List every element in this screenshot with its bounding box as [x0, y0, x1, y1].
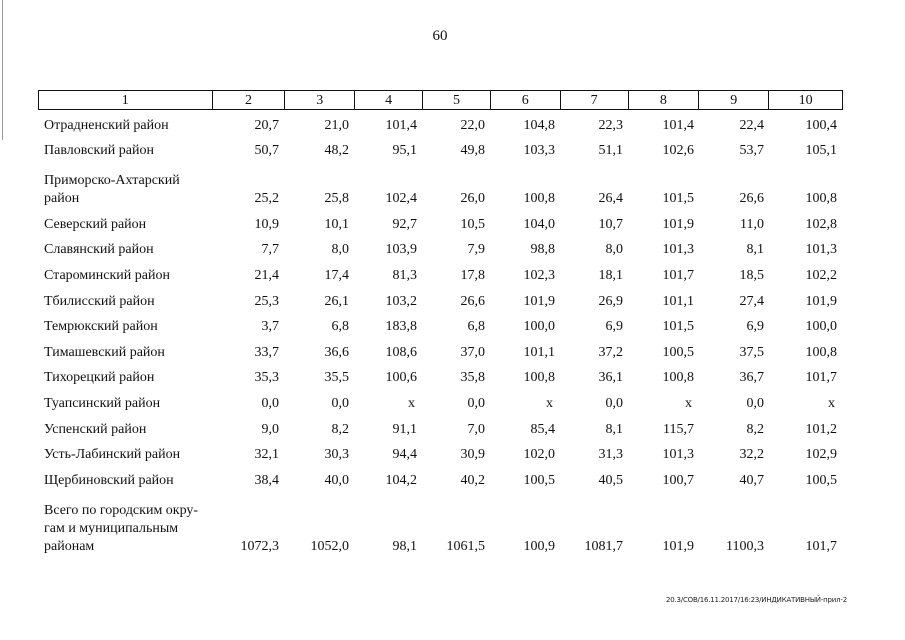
table-row: [38, 138, 843, 164]
row-value: 100,5: [523, 472, 555, 488]
row-value: x: [546, 395, 553, 411]
row-value: 101,3: [662, 447, 694, 463]
row-value: 102,3: [523, 267, 555, 283]
row-value: 49,8: [460, 143, 485, 159]
row-label: Тимашевский район: [44, 344, 165, 360]
row-value: 18,5: [739, 267, 764, 283]
row-value: 7,7: [261, 242, 279, 258]
row-value: 22,0: [460, 117, 485, 133]
row-value: 26,1: [324, 293, 349, 309]
row-value: 98,8: [530, 242, 555, 258]
row-value: 100,9: [523, 538, 555, 554]
row-value: 17,8: [460, 267, 485, 283]
row-value: 1081,7: [584, 538, 623, 554]
row-value: 101,9: [523, 293, 555, 309]
row-value: 35,8: [460, 370, 485, 386]
row-value: 102,9: [805, 447, 837, 463]
row-value: 101,2: [805, 421, 837, 437]
row-label: Щербиновский район: [44, 472, 174, 488]
header-cell: 8: [629, 91, 700, 109]
header-cell: 4: [355, 91, 423, 109]
row-value: 102,2: [805, 267, 837, 283]
table-row: [38, 211, 843, 237]
data-table: [38, 112, 843, 559]
row-value: 22,3: [598, 117, 623, 133]
page-number: 60: [432, 28, 448, 44]
row-value: 104,2: [385, 472, 417, 488]
row-value: x: [408, 395, 415, 411]
row-value: 1052,0: [310, 538, 349, 554]
row-value: 100,5: [805, 472, 837, 488]
row-value: 26,6: [739, 191, 764, 207]
row-value: 17,4: [324, 267, 349, 283]
row-value: 7,9: [467, 242, 485, 258]
row-value: 104,8: [523, 117, 555, 133]
row-value: 100,5: [662, 344, 694, 360]
header-cell: 5: [423, 91, 491, 109]
row-value: 101,3: [805, 242, 837, 258]
row-value: 32,2: [739, 447, 764, 463]
row-value: 100,4: [805, 117, 837, 133]
row-value: 8,2: [331, 421, 349, 437]
row-label: Тбилисский район: [44, 293, 155, 309]
row-value: 0,0: [605, 395, 623, 411]
row-value: 32,1: [254, 447, 279, 463]
table-row: [38, 112, 843, 138]
row-value: 95,1: [392, 143, 417, 159]
row-value: 26,0: [460, 191, 485, 207]
row-value: x: [828, 395, 835, 411]
header-cell: 6: [491, 91, 561, 109]
row-value: 35,3: [254, 370, 279, 386]
row-value: 20,7: [254, 117, 279, 133]
row-value: 37,2: [598, 344, 623, 360]
row-value: 103,9: [385, 242, 417, 258]
margin-rule: [2, 0, 3, 140]
row-value: 85,4: [530, 421, 555, 437]
row-value: 100,8: [523, 191, 555, 207]
row-value: 0,0: [746, 395, 764, 411]
table-row: [38, 237, 843, 263]
row-value: 50,7: [254, 143, 279, 159]
row-value: 102,4: [385, 191, 417, 207]
row-value: 8,1: [746, 242, 764, 258]
row-label: Туапсинский район: [44, 395, 161, 411]
row-value: 183,8: [385, 319, 417, 335]
row-value: 103,3: [523, 143, 555, 159]
row-value: 33,7: [254, 344, 279, 360]
row-value: 40,2: [460, 472, 485, 488]
row-value: 102,8: [805, 216, 837, 232]
row-value: 27,4: [739, 293, 764, 309]
row-value: 38,4: [254, 472, 279, 488]
row-value: 26,6: [460, 293, 485, 309]
row-value: 35,5: [324, 370, 349, 386]
header-cell: 9: [699, 91, 769, 109]
row-label: Павловский район: [44, 143, 154, 159]
row-value: 100,8: [523, 370, 555, 386]
row-value: 115,7: [663, 421, 694, 437]
table-row: [38, 442, 843, 468]
table-row: [38, 314, 843, 340]
row-value: x: [685, 395, 692, 411]
row-value: 40,7: [739, 472, 764, 488]
row-label: Тихорецкий район: [44, 370, 155, 386]
row-value: 8,1: [605, 421, 623, 437]
row-value: 103,2: [385, 293, 417, 309]
row-label: Темрюкский район: [44, 319, 158, 335]
row-label: Староминский район: [44, 267, 170, 283]
row-value: 30,3: [324, 447, 349, 463]
row-value: 101,5: [662, 319, 694, 335]
row-value: 8,2: [746, 421, 764, 437]
row-value: 94,4: [392, 447, 417, 463]
row-value: 26,9: [598, 293, 623, 309]
row-value: 102,0: [523, 447, 555, 463]
table-row: [38, 416, 843, 442]
row-value: 108,6: [385, 344, 417, 360]
row-value: 105,1: [805, 143, 837, 159]
row-value: 1061,5: [446, 538, 485, 554]
row-value: 102,6: [662, 143, 694, 159]
row-value: 22,4: [739, 117, 764, 133]
row-value: 101,9: [662, 216, 694, 232]
row-value: 98,1: [392, 538, 417, 554]
row-value: 26,4: [598, 191, 623, 207]
row-value: 11,0: [740, 216, 764, 232]
header-cell: 1: [39, 91, 213, 109]
row-value: 37,0: [460, 344, 485, 360]
row-value: 30,9: [460, 447, 485, 463]
row-value: 53,7: [739, 143, 764, 159]
row-value: 101,9: [662, 538, 694, 554]
row-value: 101,1: [523, 344, 555, 360]
row-value: 81,3: [392, 267, 417, 283]
table-row: [38, 339, 843, 365]
row-value: 6,8: [467, 319, 485, 335]
row-value: 6,9: [605, 319, 623, 335]
table-row: [38, 390, 843, 416]
row-value: 25,8: [324, 191, 349, 207]
row-value: 101,5: [662, 191, 694, 207]
row-value: 100,8: [662, 370, 694, 386]
table-row: [38, 467, 843, 493]
row-value: 21,4: [254, 267, 279, 283]
table-header: [38, 90, 843, 110]
row-value: 31,3: [598, 447, 623, 463]
row-value: 1100,3: [726, 538, 764, 554]
row-value: 37,5: [739, 344, 764, 360]
header-cell: 3: [285, 91, 355, 109]
header-cell: 2: [213, 91, 286, 109]
row-value: 100,6: [385, 370, 417, 386]
row-label: Северский район: [44, 216, 147, 232]
row-value: 101,4: [662, 117, 694, 133]
row-value: 100,8: [805, 191, 837, 207]
row-label: Усть-Лабинский район: [44, 447, 181, 463]
row-label: Приморско-Ахтарский район: [44, 173, 180, 207]
row-label: Отрадненский район: [44, 117, 169, 133]
row-value: 10,1: [324, 216, 349, 232]
row-value: 100,7: [662, 472, 694, 488]
row-value: 40,0: [324, 472, 349, 488]
row-value: 101,1: [662, 293, 694, 309]
row-value: 10,5: [460, 216, 485, 232]
table-row: [38, 365, 843, 391]
row-value: 48,2: [324, 143, 349, 159]
row-value: 3,7: [261, 319, 279, 335]
table-row: [38, 262, 843, 288]
row-value: 101,7: [662, 267, 694, 283]
row-value: 6,8: [331, 319, 349, 335]
row-value: 100,8: [805, 344, 837, 360]
row-value: 51,1: [598, 143, 623, 159]
row-value: 100,0: [805, 319, 837, 335]
row-value: 25,3: [254, 293, 279, 309]
row-value: 36,1: [598, 370, 623, 386]
row-label: Успенский район: [44, 421, 147, 437]
document-code: 20.3/СОВ/16.11.2017/16:23/ИНДИКАТИВНЫЙ-прил-2: [666, 596, 847, 604]
row-value: 10,9: [254, 216, 279, 232]
row-value: 10,7: [598, 216, 623, 232]
row-value: 92,7: [392, 216, 417, 232]
row-value: 0,0: [331, 395, 349, 411]
row-value: 0,0: [467, 395, 485, 411]
table-row: [38, 288, 843, 314]
row-value: 101,3: [662, 242, 694, 258]
row-value: 36,6: [324, 344, 349, 360]
row-value: 1072,3: [240, 538, 279, 554]
row-value: 21,0: [324, 117, 349, 133]
row-label: Славянский район: [44, 242, 154, 258]
row-value: 101,7: [805, 370, 837, 386]
row-value: 8,0: [605, 242, 623, 258]
row-value: 6,9: [746, 319, 764, 335]
row-value: 25,2: [254, 191, 279, 207]
header-cell: 10: [798, 93, 813, 108]
table-row: [38, 163, 843, 211]
row-value: 40,5: [598, 472, 623, 488]
row-value: 36,7: [739, 370, 764, 386]
table-row: [38, 493, 843, 559]
row-label: Всего по городским окру- гам и муниципальным районам: [44, 502, 199, 554]
row-value: 100,0: [523, 319, 555, 335]
row-value: 7,0: [467, 421, 485, 437]
row-value: 0,0: [261, 395, 279, 411]
row-value: 101,7: [805, 538, 837, 554]
row-value: 91,1: [392, 421, 417, 437]
row-value: 101,4: [385, 117, 417, 133]
row-value: 104,0: [523, 216, 555, 232]
header-cell: 7: [561, 91, 629, 109]
row-value: 9,0: [261, 421, 279, 437]
row-value: 8,0: [331, 242, 349, 258]
row-value: 101,9: [805, 293, 837, 309]
row-value: 18,1: [598, 267, 623, 283]
